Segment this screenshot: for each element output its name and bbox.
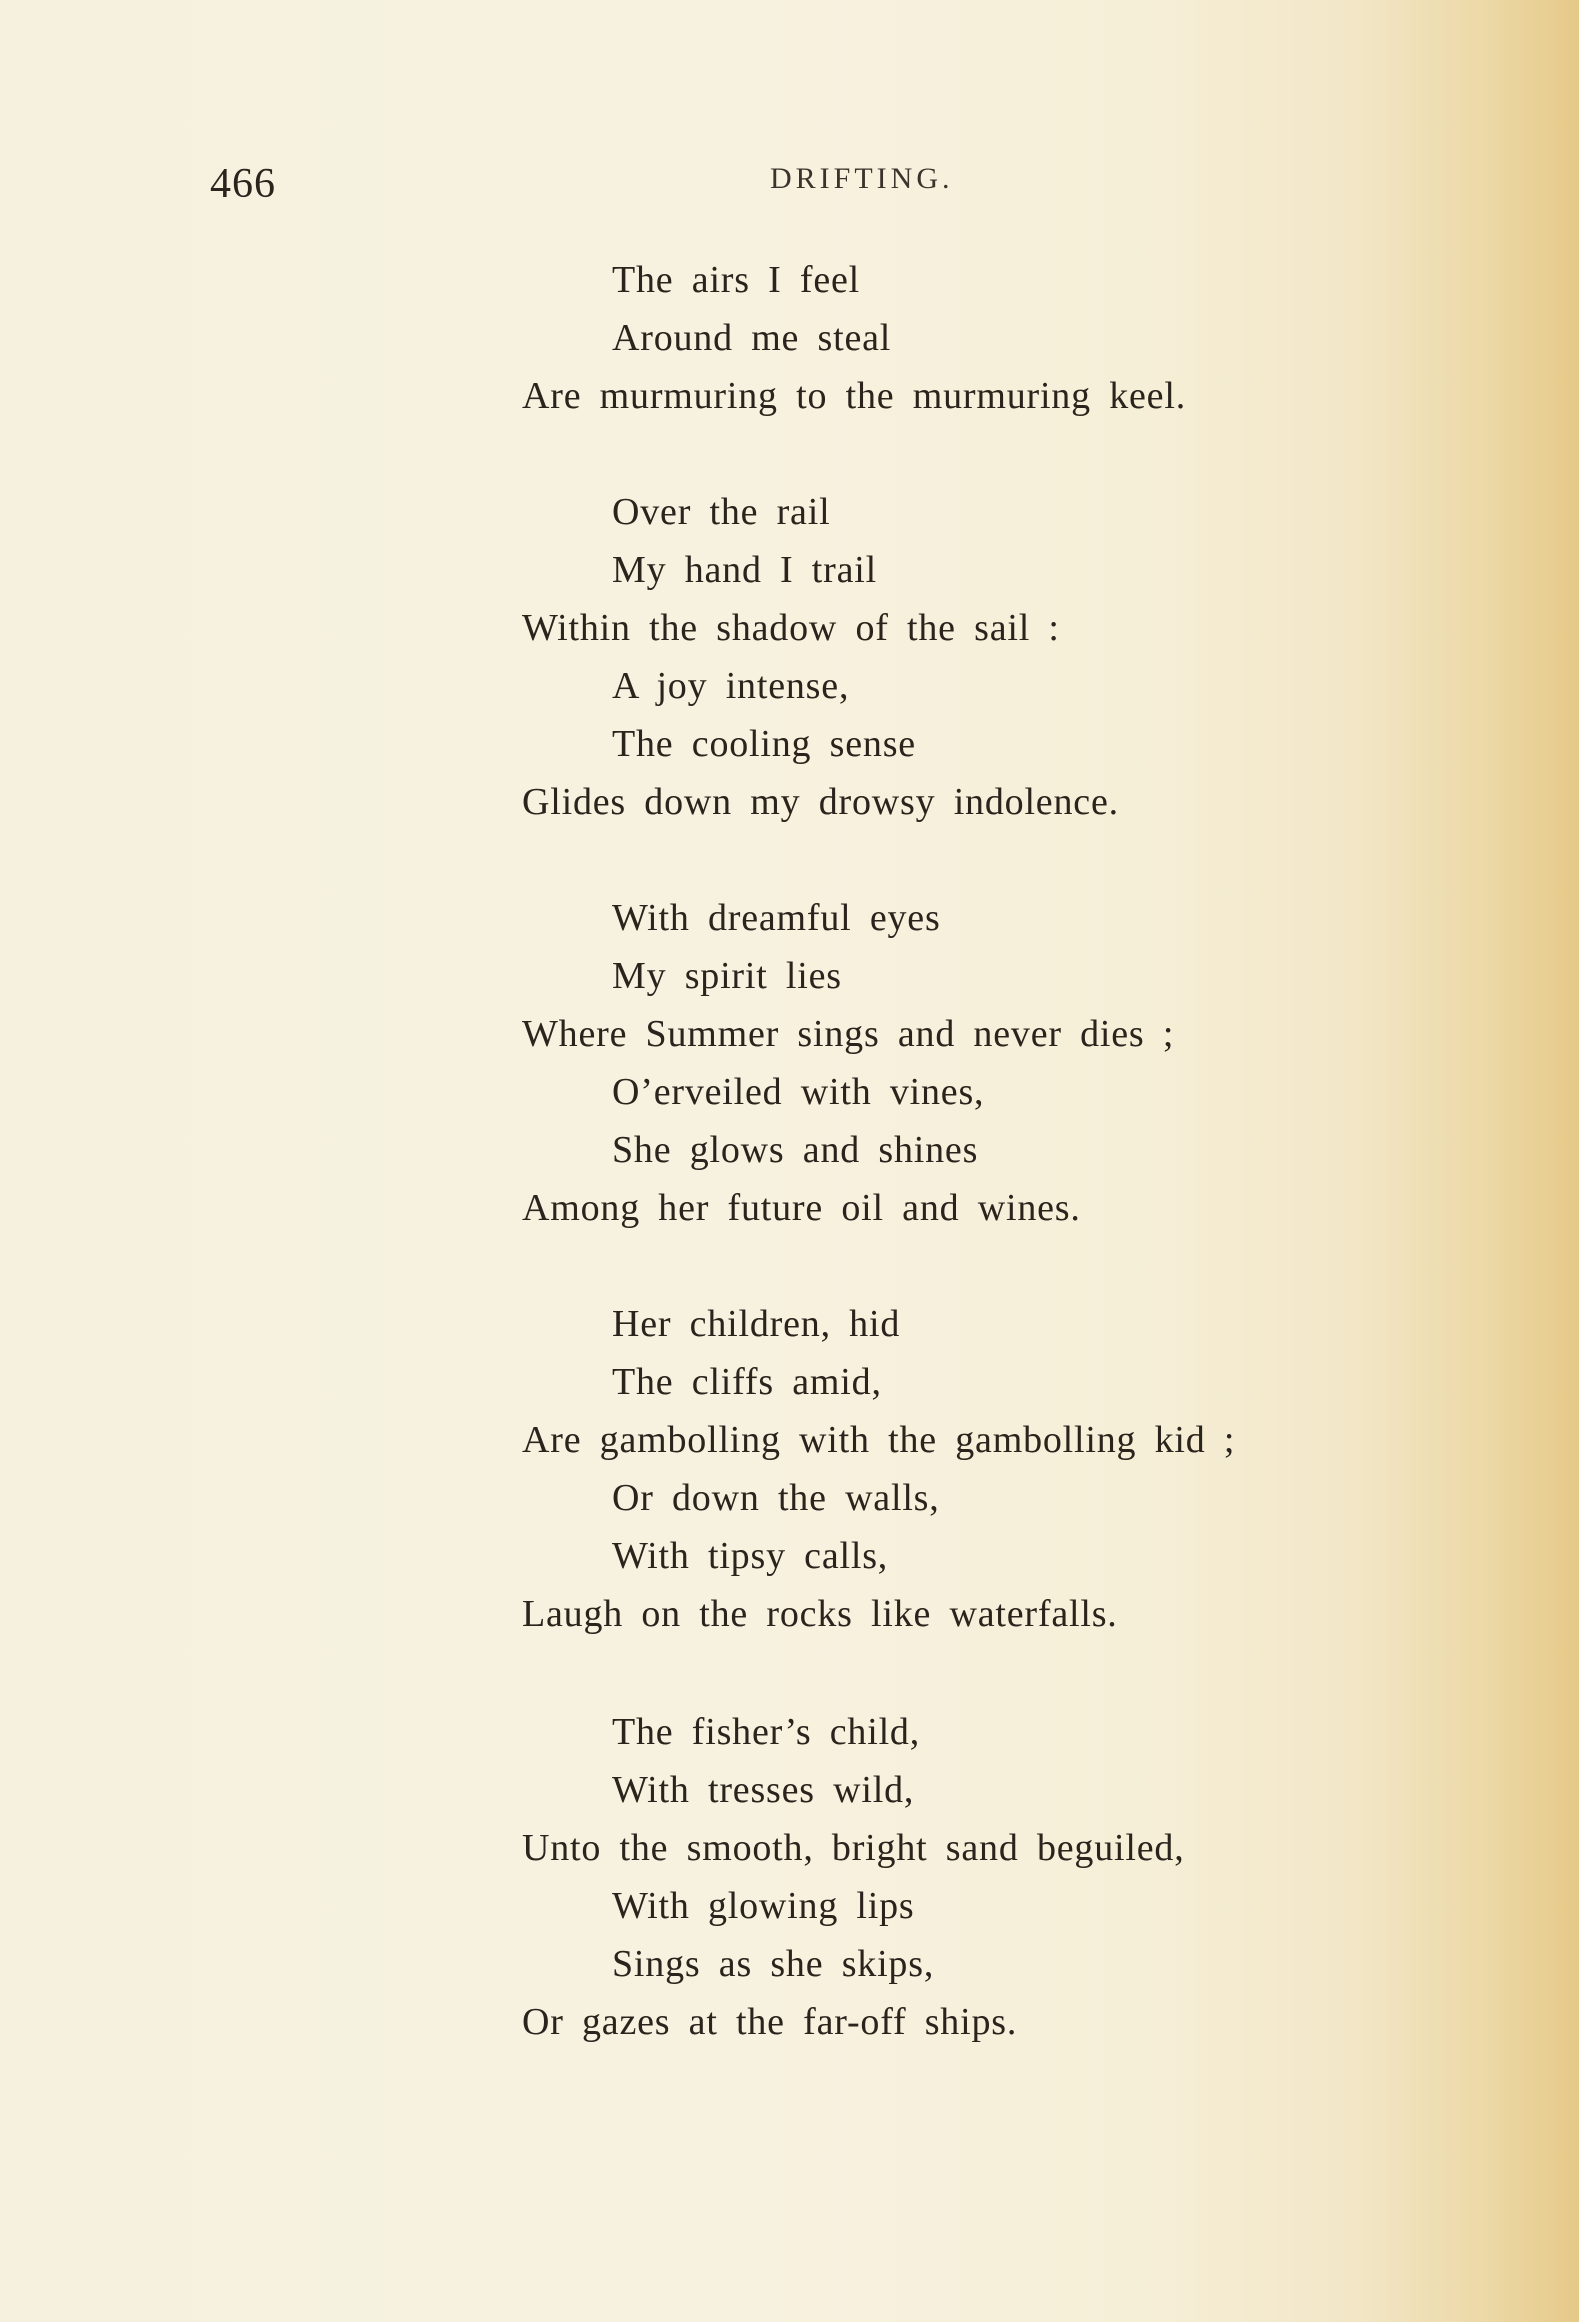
poem-line: O’erveiled with vines, [612,1071,985,1113]
poem-line: Around me steal [612,317,892,359]
poem-line: With dreamful eyes [612,897,941,939]
poem-line: Her children, hid [612,1303,901,1345]
poem-line: Or gazes at the far-off ships. [522,2001,1018,2043]
poem-line: My hand I trail [612,549,878,591]
poem-line: Where Summer sings and never dies ; [522,1013,1175,1055]
poem-line: Glides down my drowsy indolence. [522,781,1119,823]
poem-line: The cliffs amid, [612,1361,882,1403]
poem-line: With tresses wild, [612,1769,915,1811]
poem-line: With glowing lips [612,1885,915,1927]
poem-line: My spirit lies [612,955,842,997]
page-number: 466 [210,161,276,207]
poem-line: Or down the walls, [612,1477,940,1519]
poem-line: The fisher’s child, [612,1711,921,1753]
poem-line: She glows and shines [612,1129,979,1171]
poem-line: Are gambolling with the gambolling kid ; [522,1419,1236,1461]
poem-line: The airs I feel [612,259,861,301]
poem-line: The cooling sense [612,723,916,765]
poem-line: Within the shadow of the sail : [522,607,1060,649]
poem-line: A joy intense, [612,665,850,707]
poem-line: Unto the smooth, bright sand beguiled, [522,1827,1185,1869]
poem-line: Are murmuring to the murmuring keel. [522,375,1186,417]
poem-line: Among her future oil and wines. [522,1187,1081,1229]
poem-line: Sings as she skips, [612,1943,935,1985]
poem-line: Over the rail [612,491,831,533]
running-title: DRIFTING. [770,162,954,195]
poem-line: Laugh on the rocks like waterfalls. [522,1593,1118,1635]
poem-line: With tipsy calls, [612,1535,889,1577]
